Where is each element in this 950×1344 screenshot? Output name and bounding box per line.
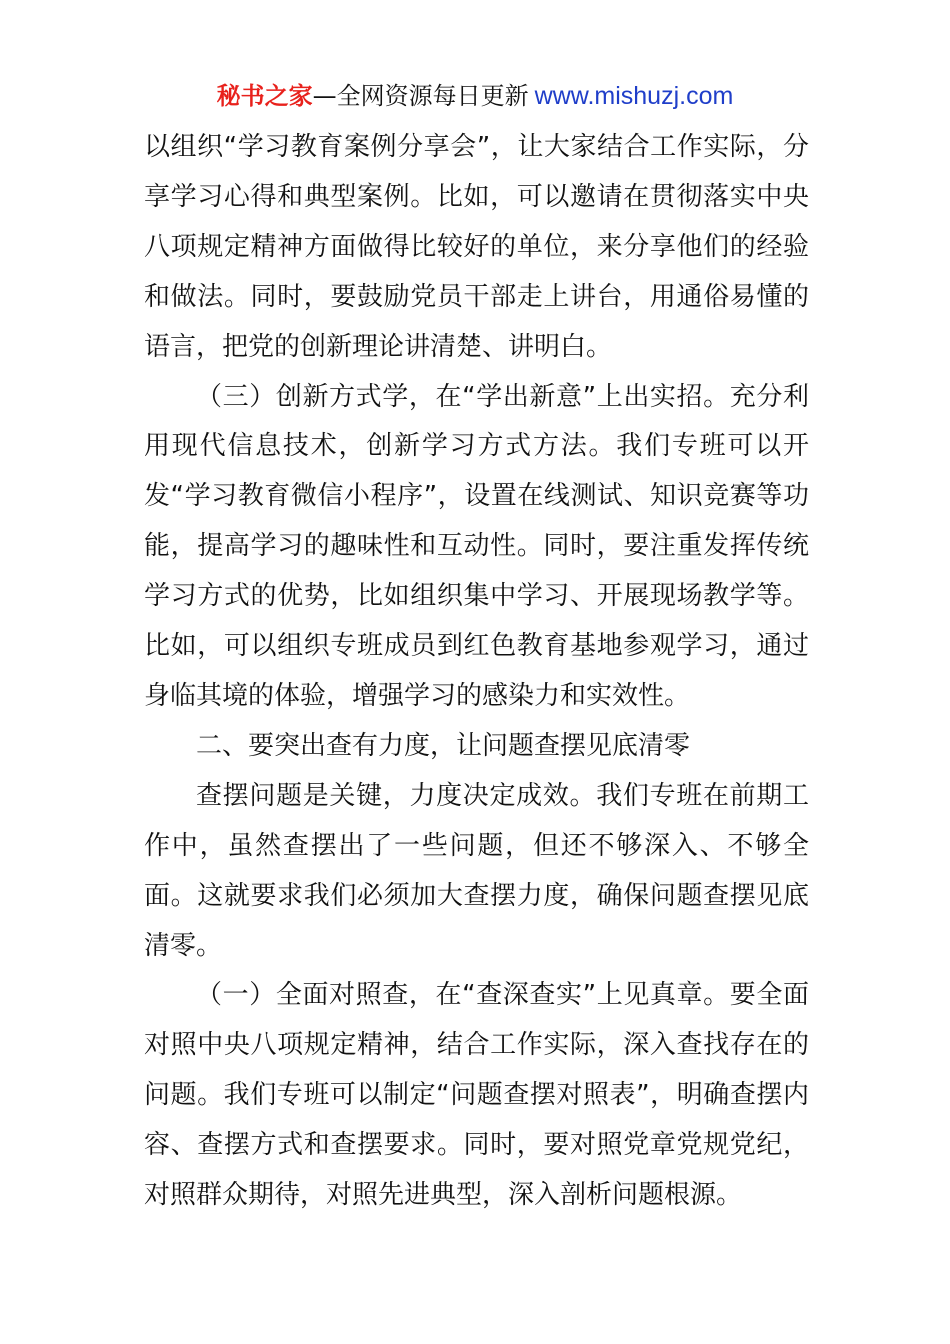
paragraph-intro: 查摆问题是关键，力度决定成效。我们专班在前期工作中，虽然查摆出了一些问题，但还不够深入、不够全面。这就要求我们必须加大查摆力度，确保问题查摆见底清零。 bbox=[144, 780, 809, 961]
paragraph-section-3: （三）创新方式学，在“学出新意”上出实招。充分利用现代信息技术，创新学习方式方法。我们专班可以开发“学习教育微信小程序”，设置在线测试、知识竞赛等功能，提高学习的趣味性和互动性。同时，要注重发挥传统学习方式的优势，比如组织集中学习、开展现场教学等。比如，可以组织专班成员到红色教育基地参观学习，通过身临其境的体验，增强学习的感染力和实效性。 bbox=[144, 381, 809, 711]
site-header bbox=[0, 80, 950, 112]
section-heading-2: 二、要突出查有力度，让问题查摆见底清零 bbox=[196, 730, 691, 761]
header-tagline: —全网资源每日更新 bbox=[312, 82, 529, 110]
brand-name: 秘书之家 bbox=[216, 82, 313, 110]
paragraph-subsection-1: （一）全面对照查，在“查深查实”上见真章。要全面对照中央八项规定精神，结合工作实际，深入查找存在的问题。我们专班可以制定“问题查摆对照表”，明确查摆内容、查摆方式和查摆要求。同时，要对照党章党规党纪，对照群众期待，对照先进典型，深入剖析问题根源。 bbox=[144, 980, 809, 1211]
document-body bbox=[144, 123, 809, 1221]
site-url-link[interactable]: www.mishuzj.com bbox=[534, 82, 734, 110]
paragraph-continued: 以组织“学习教育案例分享会”，让大家结合工作实际，分享学习心得和典型案例。比如，可以邀请在贯彻落实中央八项规定精神方面做得比较好的单位，来分享他们的经验和做法。同时，要鼓励党员干部走上讲台，用通俗易懂的语言，把党的创新理论讲清楚、讲明白。 bbox=[144, 132, 809, 362]
